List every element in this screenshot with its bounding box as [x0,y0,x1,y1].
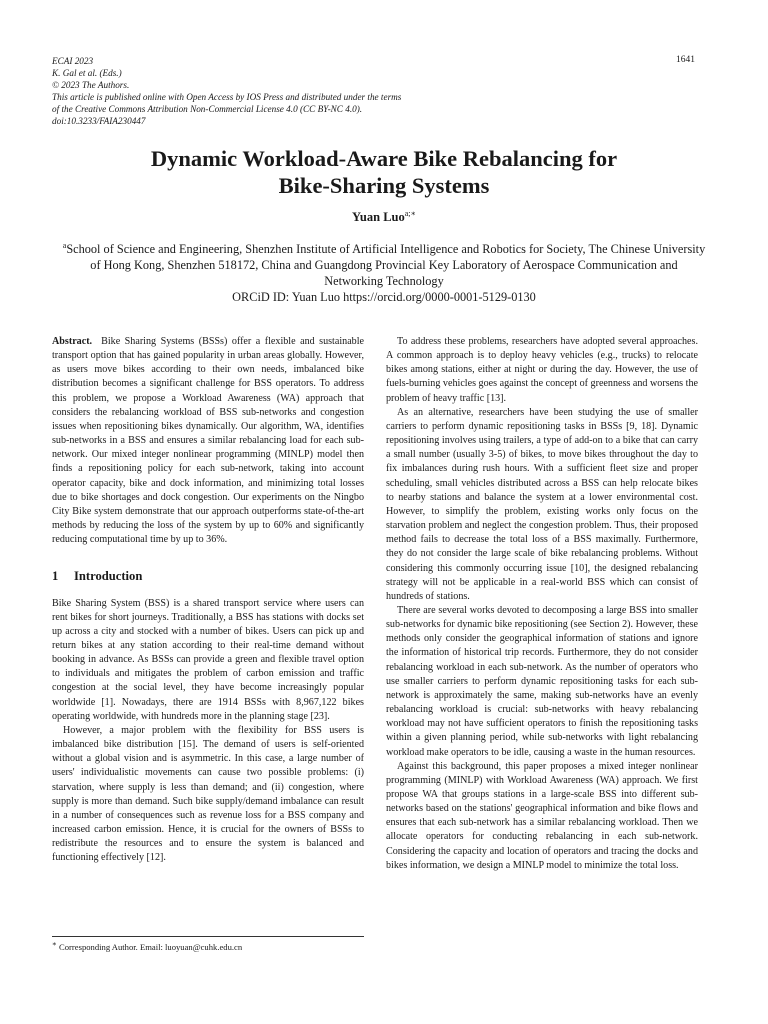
author-line [60,209,708,225]
left-column [52,335,364,865]
publication-header [52,55,572,127]
license-line-2: of the Creative Commons Attribution Non-Commercial License 4.0 (CC BY-NC 4.0). [52,104,363,114]
orcid-line: ORCiD ID: Yuan Luo https://orcid.org/0000-0001-5129-0130 [232,290,536,305]
venue-line: ECAI 2023 [52,56,94,66]
license-line-1: This article is published online with Open Access by IOS Press and distributed under the terms [52,92,402,102]
editors-line: K. Gal et al. (Eds.) [52,68,122,78]
affiliation-text [60,238,708,289]
author-name: Yuan Luo [352,210,405,225]
doi-line: doi:10.3233/FAIA230447 [52,116,146,126]
footnote-text: Corresponding Author. Email: luoyuan@cuhk.edu.cn [59,941,243,952]
intro-paragraph-1: Bike Sharing System (BSS) is a shared transport service where users can rent bikes for short journeys. Traditionally, a BSS has stations with docks set up across a city and stocked with a number of bikes. Users can pick up and return bikes at any station according to their real-time demand without booking in advance. As BSSs can provide a green and flexible travel option to individuals and mitigates the problem of carbon emission and traffic congestion at the social level, they have become increasingly popular worldwide [1]. Nowadays, there are 1914 BSSs with 8,967,122 bikes operating worldwide, with hundreds more in the planning stage [23]. [52,597,364,722]
right-paragraph-1: To address these problems, researchers have adopted several approaches. A common approach is to deploy heavy vehicles (e.g., trucks) to relocate bikes among stations, either at night or during the day. However, the use of fuels-burning vehicles goes against the concept of greenness and worsens the problem of heavy traffic [13]. [386,336,698,404]
title-line-2: Bike-Sharing Systems [278,173,490,198]
footnote [52,939,364,952]
footnote-mark: ∗ [52,940,57,948]
abstract [52,335,364,547]
section-heading [52,569,364,583]
paper-title [60,145,708,199]
affiliation-body: School of Science and Engineering, Shenzhen Institute of Artificial Intelligence and Robotics for Society, The Chinese University of Hong Kong, Shenzhen 518172, China and Guangdong Provincial Key Laboratory of Aerospace Communication and Networking Technology [66,242,706,289]
title-line-1: Dynamic Workload-Aware Bike Rebalancing for [150,146,618,171]
affiliation-block [60,238,708,305]
section-title: Introduction [74,569,143,584]
right-paragraph-3: There are several works devoted to decomposing a large BSS into smaller sub-networks for dynamic bike repositioning (see Section 2). However, these methods only consider the geographical information of stations and ignore the information of historical trip records. Furthermore, they do not consider rebalancing workload in each sub-network. As the number of operators who use smaller carriers to perform dynamic repositioning tasks for each sub-network is approximately the same, making sub-networks have an evenly rebalancing workload is crucial: sub-networks with heavy rebalancing workload may not have sufficient operators to finish the repositioning tasks within a given planning period, while sub-networks with light rebalancing workload make operators to be idle, causing a waste in the human resources. [386,604,698,758]
footnote-rule [52,936,364,937]
right-paragraph-4: Against this background, this paper proposes a mixed integer nonlinear programming (MINLP) with Workload Awareness (WA) approach. We first propose WA that groups stations in a large-scale BSS into different sub-networks based on the stations' geographical information and bike flows and ensures that each sub-network has a similar rebalancing workload. Then we allocate operators for conducting rebalancing in each sub-network. Considering the capacity and location of operators and tracing the docks and bikes information, we design a MINLP model to minimize the total loss. [386,760,698,871]
right-paragraph-2: As an alternative, researchers have been studying the use of smaller carriers to perform dynamic repositioning tasks in BSSs [9, 18]. Dynamic repositioning involves using trailers, a type of add-on to a bike that can carry a small number (usually 3-5) of bikes, to move bikes throughout the day to fix imbalances during rush hours. With a sufficient fleet size and proper scheduling, small vehicles distributed across a BSS can help relocate bikes to nearby stations and balance the system at a lower environmental cost. However, to simplify the problem, existing works only focus on the starvation problem and neglect the congestion problem. Thus, their proposed method fails to decrease the total loss of a BSS maximally. Furthermore, they do not consider the large scale of bike rebalancing problems. Without considering this commonly occurring issue [10], the designed rebalancing strategy will not be applicable in a real-world BSS which can consist of hundreds of stations. [386,406,698,602]
section-number: 1 [52,569,59,584]
copyright-line: © 2023 The Authors. [52,80,130,90]
author-marks: a;∗ [404,209,416,218]
abstract-label: Abstract. [52,336,93,347]
page-number: 1641 [676,55,695,65]
affiliation-mark: a [62,241,67,250]
intro-paragraph-2: However, a major problem with the flexibility for BSS users is imbalanced bike distribution [15]. The demand of users is self-oriented without a global vision and is asymmetric. In this case, a large number of users' individualistic movements can cause two possible problems: (i) starvation, where supply is less than demand; and (ii) congestion, where supply is more than demand. Such bike supply/demand imbalance can result in a number of consequences such as revenue loss for a BSS company and increased carbon emission. Hence, it is crucial for the owners of BSSs to redistribute the resources and to ensure the system is balanced and functioning effectively [12]. [52,724,364,864]
abstract-text: Bike Sharing Systems (BSSs) offer a flexible and sustainable transport option that has gained popularity in urban areas globally. However, as users move bikes according to their own needs, imbalanced bike distribution becomes a significant challenge for BSS operators. To address this problem, we propose a Workload Awareness (WA) approach that considers the rebalancing workload of BSS sub-networks and congestion issues when repositioning bikes dynamically. Our algorithm, WA, identifies sub-networks in a BSS and ensures a similar rebalancing load for each sub-network. Our mixed integer nonlinear programming (MINLP) model then finds a repositioning policy for each sub-network, taking into account operator capacity, bike and dock information, and minimizing total losses due to bike shortages and dock congestion. Our experiments on the Ningbo City Bike system demonstrate that our approach outperforms state-of-the-art methods by reducing the loss of the system by up to 60% and significantly reducing computational time by up to 36%. [52,336,365,546]
right-column [386,335,698,873]
